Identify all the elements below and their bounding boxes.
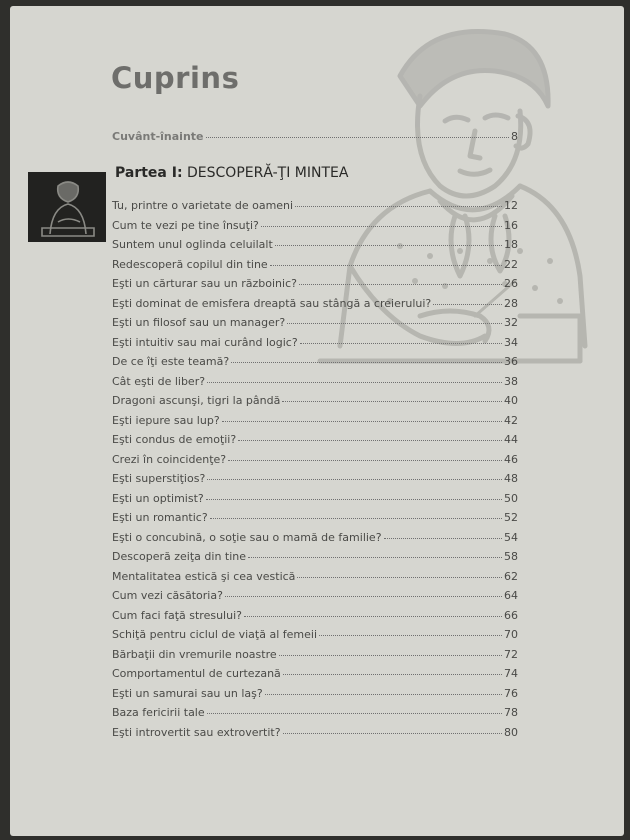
entry-label: Eşti introvertit sau extrovertit?	[112, 725, 281, 739]
entry-page: 48	[504, 472, 518, 485]
dot-leader	[207, 713, 502, 714]
toc-entry	[112, 355, 518, 369]
toc-entry	[112, 375, 518, 389]
toc-entry	[112, 687, 518, 701]
dot-leader	[206, 137, 510, 138]
entry-label: Cuvânt-înainte	[112, 130, 204, 143]
dot-leader	[265, 694, 502, 695]
toc-entry	[112, 219, 518, 233]
entry-label: Eşti un samurai sau un laş?	[112, 686, 263, 700]
entry-page: 62	[504, 569, 518, 583]
dot-leader	[319, 635, 502, 636]
entry-label: Baza fericirii tale	[112, 706, 205, 719]
entry-label: Eşti un filosof sau un manager?	[112, 316, 286, 329]
dot-leader	[299, 284, 502, 285]
entry-page: 34	[504, 335, 518, 349]
entry-page: 58	[504, 550, 518, 563]
entry-label: Eşti condus de emoţii?	[112, 433, 237, 446]
entry-label: Crezi în coincidenţe?	[112, 452, 227, 466]
book-page	[10, 6, 624, 836]
dot-leader	[206, 499, 502, 500]
dot-leader	[210, 518, 502, 519]
dot-leader	[287, 323, 502, 324]
entry-label: Eşti dominat de emisfera dreaptă sau stângă a creierului?	[112, 296, 432, 310]
toc-entry	[112, 453, 518, 467]
dot-leader	[384, 538, 502, 539]
entry-label: Cum faci faţă stresului?	[112, 608, 242, 622]
entry-page: 64	[504, 589, 518, 602]
entry-page: 72	[504, 647, 518, 661]
toc-entry	[112, 511, 518, 525]
entry-page: 70	[504, 628, 518, 641]
entry-page: 50	[504, 491, 518, 505]
entry-label: Eşti un optimist?	[112, 491, 204, 505]
dot-leader	[207, 479, 502, 480]
dot-leader	[207, 382, 502, 383]
toc-entry	[112, 433, 518, 447]
dot-leader	[222, 421, 502, 422]
toc-entry	[112, 570, 518, 584]
toc-entry	[112, 414, 518, 428]
entry-label: Eşti intuitiv sau mai curând logic?	[112, 335, 298, 349]
entry-label: Dragoni ascunşi, tigri la pândă	[112, 394, 281, 407]
dot-leader	[248, 557, 502, 558]
toc-entry	[112, 531, 518, 545]
entry-label: Bărbaţii din vremurile noastre	[112, 647, 277, 661]
toc-entry	[112, 238, 518, 252]
entry-page: 12	[504, 199, 518, 212]
entry-page: 52	[504, 511, 518, 524]
entry-label: Eşti o concubină, o soţie sau o mamă de familie?	[112, 530, 382, 544]
entry-label: Cum te vezi pe tine însuţi?	[112, 218, 259, 232]
entry-page: 76	[504, 686, 518, 700]
dot-leader	[282, 401, 502, 402]
toc-entry	[112, 726, 518, 740]
entry-page: 18	[504, 238, 518, 251]
page-title: Cuprins	[111, 61, 240, 95]
part-heading	[115, 165, 348, 181]
toc-entry-foreword	[112, 130, 518, 144]
toc-entry	[112, 667, 518, 681]
toc-entry	[112, 648, 518, 662]
toc-entry	[112, 277, 518, 291]
entry-page: 38	[504, 374, 518, 388]
toc-entry	[112, 492, 518, 506]
entry-label: Tu, printre o varietate de oameni	[112, 199, 294, 212]
toc-entry	[112, 297, 518, 311]
entry-page: 74	[504, 667, 518, 680]
dot-leader	[244, 616, 502, 617]
toc-entry	[112, 589, 518, 603]
dot-leader	[275, 245, 502, 246]
entry-label: Eşti superstiţios?	[112, 472, 206, 485]
entry-page: 40	[504, 394, 518, 407]
entry-page: 16	[504, 218, 518, 232]
entry-label: Mentalitatea estică şi cea vestică	[112, 569, 296, 583]
entry-label: Schiţă pentru ciclul de viaţă al femeii	[112, 628, 317, 641]
dot-leader	[295, 206, 502, 207]
part-label: Partea I:	[115, 165, 183, 181]
toc-entry	[112, 336, 518, 350]
entry-label: De ce îţi este teamă?	[112, 355, 230, 368]
dot-leader	[270, 265, 502, 266]
toc-entry	[112, 550, 518, 564]
toc-entry	[112, 609, 518, 623]
toc-entry	[112, 394, 518, 408]
entry-label: Cât eşti de liber?	[112, 374, 206, 388]
dot-leader	[433, 304, 502, 305]
entry-label: Eşti un romantic?	[112, 511, 208, 524]
dot-leader	[228, 460, 502, 461]
toc-entry	[112, 258, 518, 272]
dot-leader	[238, 440, 502, 441]
entry-page: 66	[504, 608, 518, 622]
dot-leader	[297, 577, 502, 578]
entry-page: 36	[504, 355, 518, 368]
entry-page: 28	[504, 296, 518, 310]
dot-leader	[225, 596, 502, 597]
dot-leader	[300, 343, 502, 344]
entry-page: 54	[504, 530, 518, 544]
dot-leader	[283, 733, 502, 734]
entry-label: Suntem unul oglinda celuilalt	[112, 238, 273, 251]
entry-label: Descoperă zeiţa din tine	[112, 550, 247, 563]
toc-entry	[112, 472, 518, 486]
toc-entry	[112, 628, 518, 642]
entry-page: 22	[504, 257, 518, 271]
part-name: DESCOPERĂ-ŢI MINTEA	[187, 165, 349, 181]
dot-leader	[283, 674, 502, 675]
entry-label: Eşti iepure sau lup?	[112, 413, 220, 427]
dot-leader	[279, 655, 502, 656]
part-thumbnail-image	[28, 172, 106, 242]
entry-page: 44	[504, 433, 518, 446]
entry-label: Redescoperă copilul din tine	[112, 257, 268, 271]
toc-entry	[112, 706, 518, 720]
entry-label: Eşti un cărturar sau un războinic?	[112, 277, 297, 290]
entry-label: Cum vezi căsătoria?	[112, 589, 223, 602]
dot-leader	[231, 362, 502, 363]
dot-leader	[261, 226, 502, 227]
entry-label: Comportamentul de curtezană	[112, 667, 281, 680]
entry-page: 78	[504, 706, 518, 719]
entry-page: 26	[504, 277, 518, 290]
toc-entry	[112, 316, 518, 330]
entry-page: 42	[504, 413, 518, 427]
entry-page: 80	[504, 725, 518, 739]
toc-entry	[112, 199, 518, 213]
entry-page: 8	[511, 130, 518, 143]
entry-page: 46	[504, 452, 518, 466]
entry-page: 32	[504, 316, 518, 329]
